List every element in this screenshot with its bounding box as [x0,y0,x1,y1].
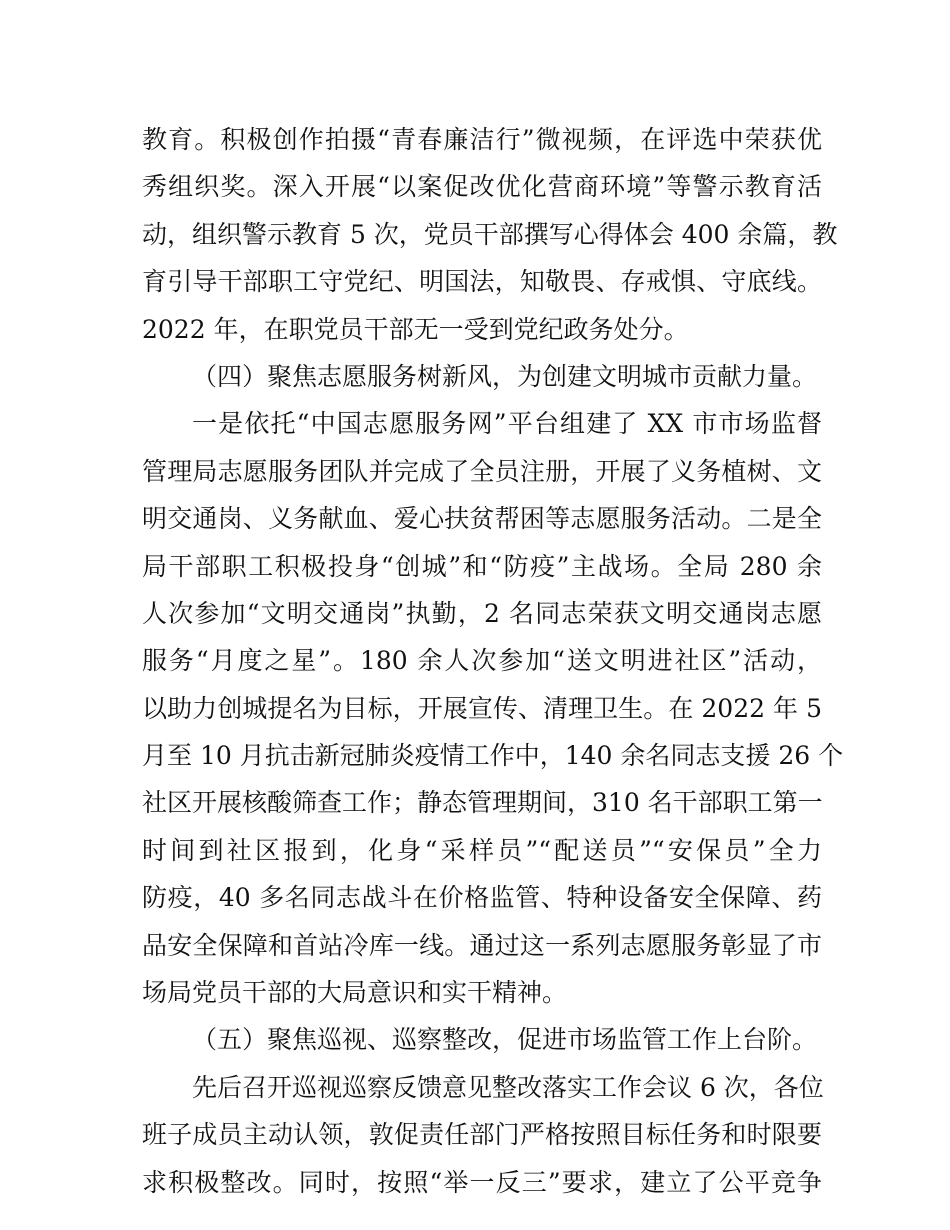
paragraph-line: 秀组织奖。深入开展“以案促改优化营商环境”等警示教育活 [142,172,822,202]
paragraph-line: 场局党员干部的大局意识和实干精神。 [142,978,568,1008]
paragraph-line: 时间到社区报到，化身“采样员”“配送员”“安保员”全力 [142,835,822,865]
body-text [142,116,844,1206]
paragraph-line: 局干部职工积极投身“创城”和“防疫”主战场。全局 280 余 [142,551,822,581]
paragraph-line: 服务“月度之星”。180 余人次参加“送文明进社区”活动， [142,646,822,676]
paragraph-line: 先后召开巡视巡察反馈意见整改落实工作会议 6 次，各位 [192,1072,824,1102]
paragraph-line: 以助力创城提名为目标，开展宣传、清理卫生。在 2022 年 5 [142,693,822,723]
paragraph-line: 一是依托“中国志愿服务网”平台组建了 XX 市市场监督 [192,409,822,439]
paragraph-line: 防疫，40 多名同志战斗在价格监管、特种设备安全保障、药 [142,883,822,913]
paragraph-line: 班子成员主动认领，敦促责任部门严格按照目标任务和时限要 [142,1120,822,1150]
paragraph-line: 明交通岗、义务献血、爱心扶贫帮困等志愿服务活动。二是全 [142,504,822,534]
paragraph-line: 教育。积极创作拍摄“青春廉洁行”微视频，在评选中荣获优 [142,125,822,154]
paragraph-line: 动，组织警示教育 5 次，党员干部撰写心得体会 400 余篇，教 [142,219,838,249]
paragraph-line: 社区开展核酸筛查工作；静态管理期间，310 名干部职工第一 [142,788,823,818]
paragraph-line: 求积极整改。同时，按照“举一反三”要求，建立了公平竞争 [142,1167,822,1197]
paragraph-line: 品安全保障和首站冷库一线。通过这一系列志愿服务彰显了市 [142,930,822,960]
paragraph-line: 月至 10 月抗击新冠肺炎疫情工作中，140 余名同志支援 26 个 [142,741,844,771]
paragraph-line: 2022 年，在职党员干部无一受到党纪政务处分。 [142,314,689,344]
section-heading: （五）聚焦巡视、巡察整改，促进市场监管工作上台阶。 [192,1025,818,1055]
paragraph-line: 人次参加“文明交通岗”执勤，2 名同志荣获文明交通岗志愿 [142,598,822,628]
paragraph-line: 育引导干部职工守党纪、明国法，知敬畏、存戒惧、守底线。 [142,267,822,297]
paragraph-line: 管理局志愿服务团队并完成了全员注册，开展了义务植树、文 [142,456,822,486]
section-heading: （四）聚焦志愿服务树新风，为创建文明城市贡献力量。 [192,361,818,391]
